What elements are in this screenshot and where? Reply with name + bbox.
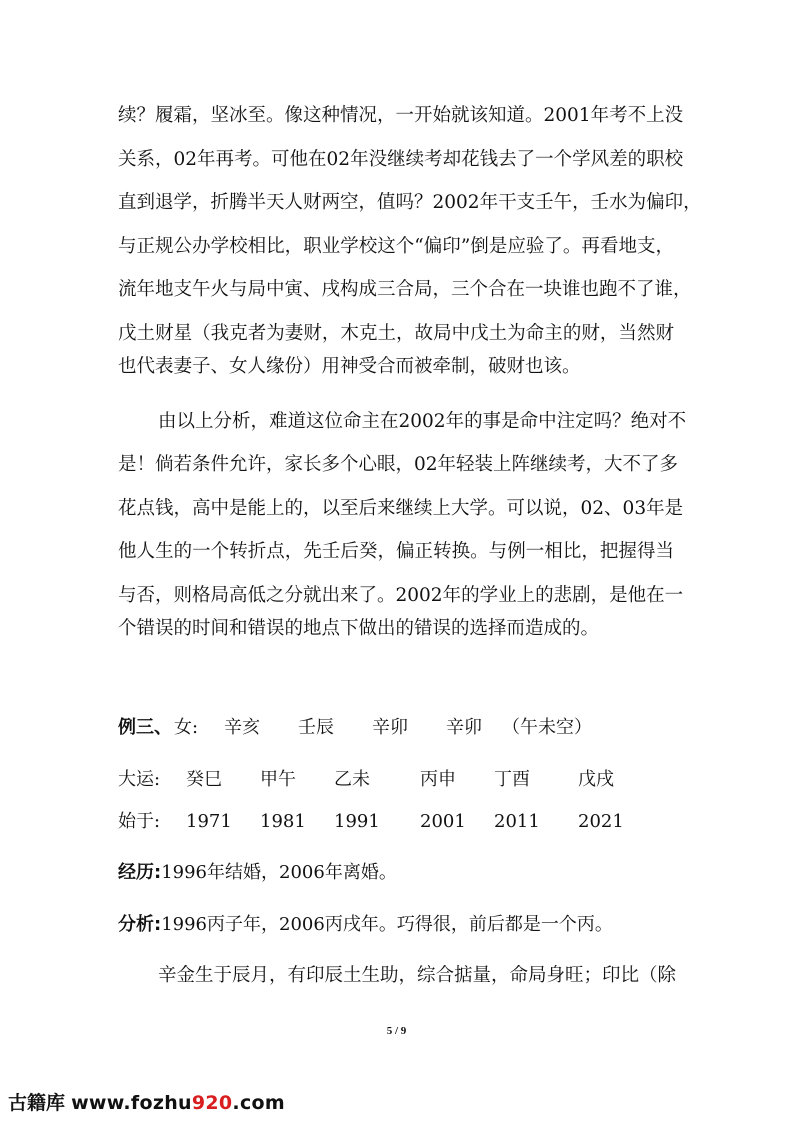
pillar-month: 壬辰 xyxy=(298,717,334,738)
start-year: 1971 xyxy=(186,811,232,832)
example-title: 例三、 xyxy=(118,717,172,738)
site-url[interactable] xyxy=(71,1092,285,1114)
body-text-line: 辛金生于辰月，有印辰土生助，综合掂量，命局身旺；印比（除 xyxy=(158,965,677,986)
body-text-line: 他人生的一个转折点，先壬后癸，偏正转换。与例一相比，把握得当 xyxy=(118,541,674,562)
dayun-item: 戊戌 xyxy=(578,769,614,790)
page-number: 5 / 9 xyxy=(386,1025,407,1037)
gender-label: 女: xyxy=(174,717,199,738)
start-year: 2011 xyxy=(494,811,540,832)
body-text-line: 直到退学，折腾半天人财两空，值吗？2002年干支壬午，壬水为偏印， xyxy=(118,192,702,213)
body-text-line: 由以上分析，难道这位命主在2002年的事是命中注定吗？绝对不 xyxy=(158,411,687,432)
dayun-item: 甲午 xyxy=(260,769,296,790)
pillar-year: 辛亥 xyxy=(224,717,260,738)
body-text-line: 也代表妻子、女人缘份）用神受合而被牵制，破财也该。 xyxy=(118,356,581,377)
pillar-hour: 辛卯 xyxy=(446,717,482,738)
analysis-label: 分析: xyxy=(118,914,162,935)
dayun-item: 乙未 xyxy=(334,769,370,790)
start-year: 2021 xyxy=(578,811,624,832)
site-name: 古籍库 xyxy=(8,1092,66,1114)
url-digits: 920 xyxy=(191,1092,233,1114)
dayun-item: 丁酉 xyxy=(494,769,530,790)
analysis-text: 1996丙子年，2006丙戌年。巧得很，前后都是一个丙。 xyxy=(161,914,613,935)
body-text-line: 是！倘若条件允许，家长多个心眼，02年轻装上阵继续考，大不了多 xyxy=(118,454,679,475)
body-text-line: 与正规公办学校相比，职业学校这个“偏印”倒是应验了。再看地支， xyxy=(118,236,674,257)
experience-row xyxy=(118,860,397,886)
body-text-line: 戊土财星（我克者为妻财，木克土，故局中戊土为命主的财，当然财 xyxy=(118,323,674,344)
body-text-line: 流年地支午火与局中寅、戌构成三合局，三个合在一块谁也跑不了谁， xyxy=(118,279,692,300)
body-text-line: 续？履霜，坚冰至。像这种情况，一开始就该知道。2001年考不上没 xyxy=(118,105,684,126)
start-year: 2001 xyxy=(420,811,466,832)
start-label: 始于: xyxy=(118,811,161,832)
body-text-line: 花点钱，高中是能上的，以至后来继续上大学。可以说，02、03年是 xyxy=(118,498,684,519)
start-year: 1981 xyxy=(260,811,306,832)
analysis-row xyxy=(118,912,613,938)
dayun-item: 丙申 xyxy=(420,769,456,790)
url-prefix: www.fozhu xyxy=(71,1092,192,1114)
body-text-line: 个错误的时间和错误的地点下做出的错误的选择而造成的。 xyxy=(118,618,600,639)
dayun-label: 大运: xyxy=(118,769,161,790)
kong-wang-note: （午未空） xyxy=(502,717,592,738)
body-text-line: 关系，02年再考。可他在02年没继续考却花钱去了一个学风差的职校 xyxy=(118,149,684,170)
pillar-day: 辛卯 xyxy=(372,717,408,738)
experience-text: 1996年结婚，2006年离婚。 xyxy=(161,862,397,883)
experience-label: 经历: xyxy=(118,862,162,883)
body-text-line: 与否，则格局高低之分就出来了。2002年的学业上的悲剧，是他在一 xyxy=(118,585,684,606)
url-suffix: .com xyxy=(232,1092,285,1114)
footer-watermark xyxy=(8,1088,285,1115)
dayun-item: 癸巳 xyxy=(186,769,222,790)
start-year: 1991 xyxy=(334,811,380,832)
